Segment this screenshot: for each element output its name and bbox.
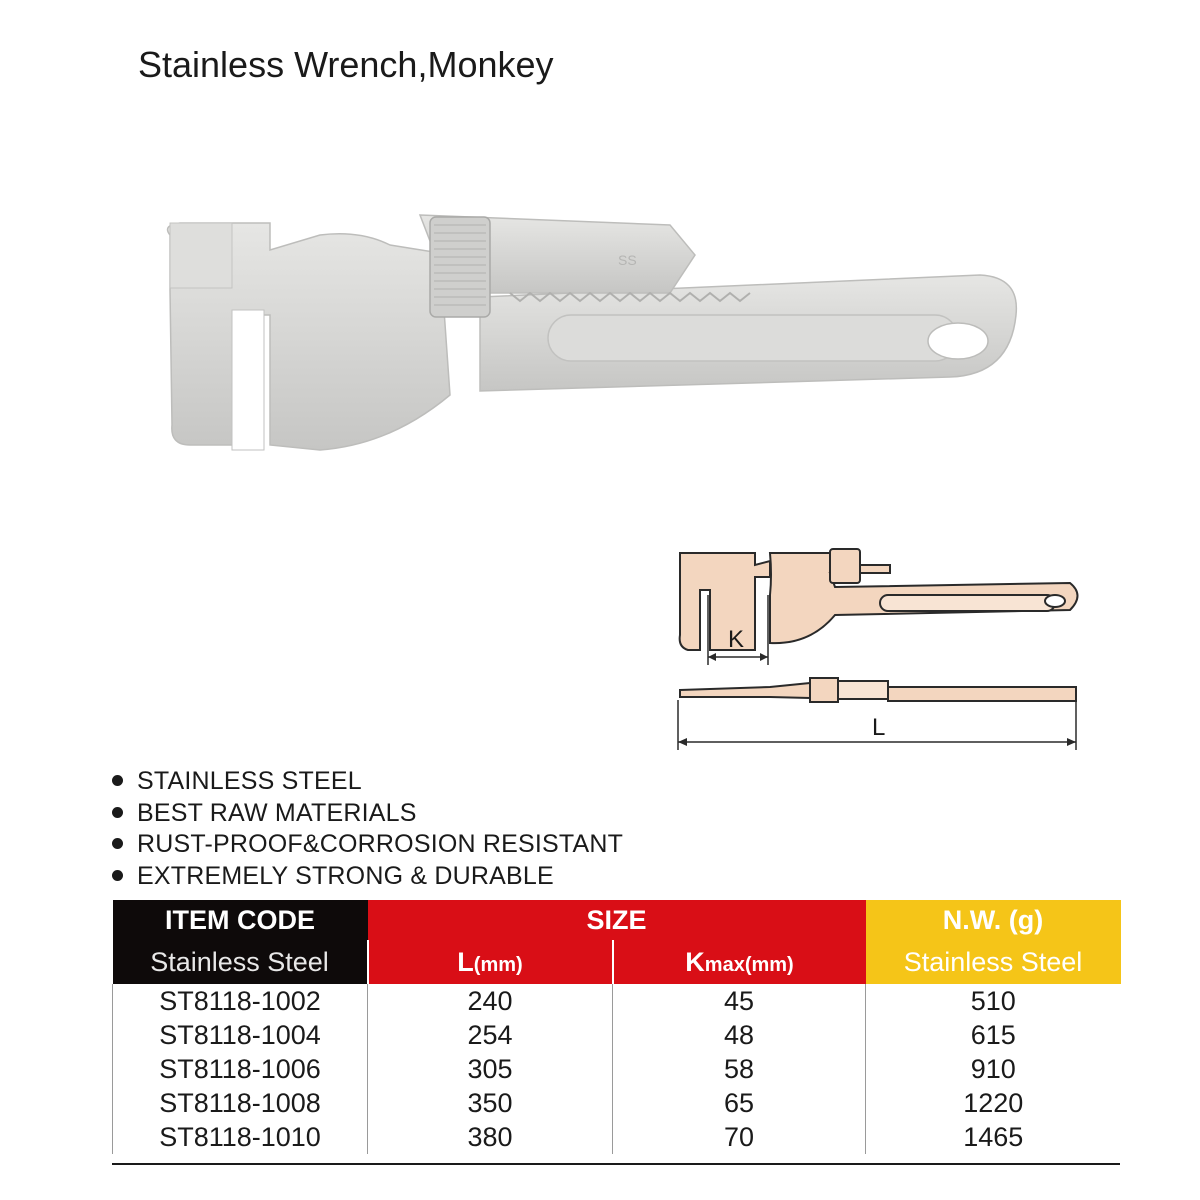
cell-code: ST8118-1010 xyxy=(113,1120,368,1154)
table-row xyxy=(113,984,1121,1018)
cell-code: ST8118-1006 xyxy=(113,1052,368,1086)
cell-l: 380 xyxy=(368,1120,613,1154)
spec-table xyxy=(112,900,1121,1154)
feature-item: RUST-PROOF&CORROSION RESISTANT xyxy=(112,829,623,861)
subheader-k: Kmax(mm) xyxy=(613,940,866,984)
cell-k: 58 xyxy=(613,1052,866,1086)
cell-l: 240 xyxy=(368,984,613,1018)
dimension-diagram xyxy=(660,535,1090,760)
cell-k: 65 xyxy=(613,1086,866,1120)
cell-code: ST8118-1004 xyxy=(113,1018,368,1052)
header-size: SIZE xyxy=(368,900,866,940)
table-bottom-rule xyxy=(112,1163,1120,1165)
table-row xyxy=(113,1120,1121,1154)
header-nw: N.W. (g) xyxy=(866,900,1121,940)
page-title: Stainless Wrench,Monkey xyxy=(138,44,554,85)
cell-code: ST8118-1008 xyxy=(113,1086,368,1120)
cell-l: 254 xyxy=(368,1018,613,1052)
cell-l: 350 xyxy=(368,1086,613,1120)
cell-k: 45 xyxy=(613,984,866,1018)
bullet-icon xyxy=(112,807,123,818)
ss-marking: SS xyxy=(618,252,637,268)
cell-code: ST8118-1002 xyxy=(113,984,368,1018)
subheader-l: L(mm) xyxy=(368,940,613,984)
bullet-icon xyxy=(112,775,123,786)
feature-list xyxy=(112,766,623,892)
table-header-row xyxy=(113,900,1121,940)
subheader-nw-material: Stainless Steel xyxy=(866,940,1121,984)
cell-k: 48 xyxy=(613,1018,866,1052)
bullet-icon xyxy=(112,870,123,881)
feature-item: BEST RAW MATERIALS xyxy=(112,798,623,830)
table-row xyxy=(113,1086,1121,1120)
cell-k: 70 xyxy=(613,1120,866,1154)
cell-l: 305 xyxy=(368,1052,613,1086)
cell-nw: 1220 xyxy=(866,1086,1121,1120)
cell-nw: 615 xyxy=(866,1018,1121,1052)
cell-nw: 1465 xyxy=(866,1120,1121,1154)
cell-nw: 510 xyxy=(866,984,1121,1018)
feature-item: STAINLESS STEEL xyxy=(112,766,623,798)
l-label: L xyxy=(872,714,886,741)
table-subheader-row xyxy=(113,940,1121,984)
bullet-icon xyxy=(112,838,123,849)
subheader-material: Stainless Steel xyxy=(113,940,368,984)
feature-item: EXTREMELY STRONG & DURABLE xyxy=(112,861,623,893)
wrench-photo xyxy=(150,195,1030,465)
header-item-code: ITEM CODE xyxy=(113,900,368,940)
k-label: K xyxy=(728,626,745,653)
cell-nw: 910 xyxy=(866,1052,1121,1086)
table-row xyxy=(113,1018,1121,1052)
table-row xyxy=(113,1052,1121,1086)
